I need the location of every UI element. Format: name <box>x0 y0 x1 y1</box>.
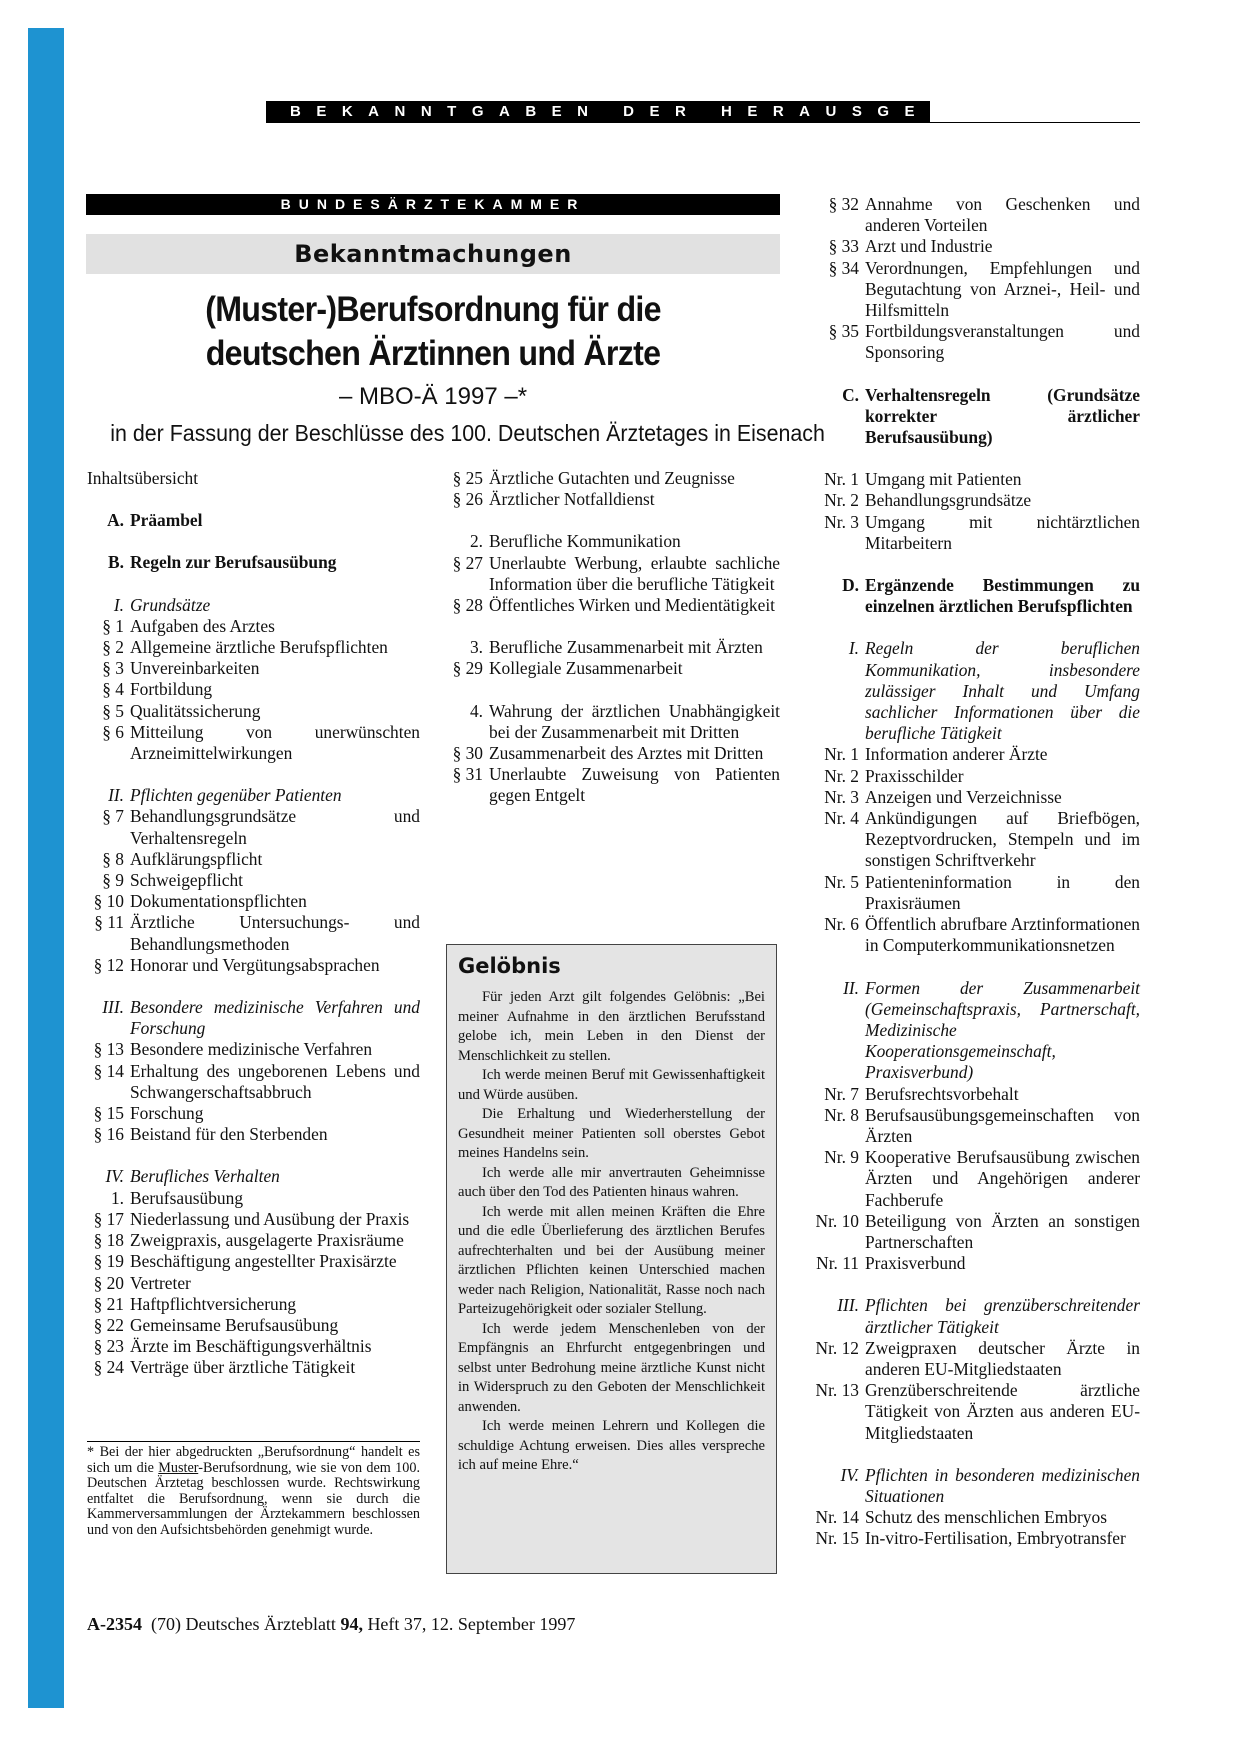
toc-section-d-iii: III. Pflichten bei grenzüberschreitender ärztlicher Tätigkeit <box>837 1295 1140 1337</box>
toc-item: Nr. 9 Kooperative Berufsausübung zwischen Ärzten und Angehörigen anderer Fachberufe <box>824 1147 1140 1210</box>
toc-item: § 5 Qualitätssicherung <box>102 700 261 721</box>
toc-item: Nr. 6 Öffentlich abrufbare Arztinformationen in Computerkommunikationsnetzen <box>824 914 1140 956</box>
toc-item: § 15 Forschung <box>93 1103 204 1124</box>
geloebnis-paragraph: Die Erhaltung und Wiederherstellung der Gesundheit meiner Patienten soll oberstes Gebot meines Handelns sein. <box>458 1106 765 1161</box>
toc-column-3 <box>807 194 1140 1550</box>
geloebnis-paragraph: Ich werde jedem Menschenleben von der Empfängnis an Ehrfurcht entgegenbringen und selbst unter Bedrohung meine ärztliche Kunst nicht in Widerspruch zu den Geboten der Menschlichkeit anwenden. <box>458 1320 765 1415</box>
toc-section-ii: II. Pflichten gegenüber Patienten <box>108 785 342 806</box>
geloebnis-paragraph: Für jeden Arzt gilt folgendes Gelöbnis: „Bei meiner Aufnahme in den ärztlichen Berufsstand gelobe ich, mein Leben in den Dienst der Menschlichkeit zu stellen. <box>458 989 765 1064</box>
organization-bar: BUNDESÄRZTEKAMMER <box>86 194 780 215</box>
toc-item: § 16 Beistand für den Sterbenden <box>93 1124 328 1145</box>
toc-item: Nr. 14 Schutz des menschlichen Embryos <box>815 1507 1107 1528</box>
geloebnis-paragraph: Ich werde alle mir anvertrauten Geheimnisse auch über den Tod des Patienten hinaus wahren. <box>458 1164 765 1200</box>
toc-item: § 6 Mitteilung von unerwünschten Arzneimittelwirkungen <box>102 721 420 764</box>
geloebnis-paragraph: Ich werde mit allen meinen Kräften die Ehre und die edle Überlieferung des ärztlichen Berufes aufrechterhalten und bei der Ausübung meiner ärztlichen Pflichten keinen Unterschied machen weder nach Religion, Nationalität, Rasse noch nach Parteizugehörigkeit oder sozialer Stellung. <box>458 1203 765 1317</box>
title-line-1: (Muster-)Berufsordnung für die <box>205 290 661 329</box>
toc-item: Nr. 3 Umgang mit nichtärztlichen Mitarbeitern <box>824 511 1140 553</box>
toc-item: Nr. 2 Behandlungsgrundsätze <box>824 490 1032 511</box>
toc-heading: Inhaltsübersicht <box>87 468 199 488</box>
toc-subsection: 1. Berufsausübung <box>110 1187 244 1208</box>
toc-item: § 20 Vertreter <box>93 1272 191 1293</box>
toc-section-d-iv: IV. Pflichten in besonderen medizinischen Situationen <box>840 1464 1140 1506</box>
toc-item: Nr. 11 Praxisverbund <box>816 1253 966 1274</box>
toc-item: § 13 Besondere medizinische Verfahren <box>93 1039 373 1060</box>
footnote: * Bei der hier abgedruckten „Berufsordnung“ handelt es sich um die Muster-Berufsordnung, wie sie von dem 100. Deutschen Ärztetag beschlossen wurde. Rechtswirkung entfaltet die Berufsordnung, wenn sie durch die Kammerversammlungen der Ärztekammern beschlossen und von den Aufsichtsbehörden genehmigt wurde. <box>87 1441 420 1538</box>
publisher-banner: BEKANNTGABEN DER HERAUSGEBER <box>266 101 930 122</box>
toc-item: § 25 Ärztliche Gutachten und Zeugnisse <box>452 468 735 488</box>
toc-item: § 32 Annahme von Geschenken und anderen Vorteilen <box>828 194 1140 236</box>
toc-item: § 17 Niederlassung und Ausübung der Praxis <box>93 1208 410 1229</box>
toc-section-iii: III. Besondere medizinische Verfahren und Forschung <box>102 997 420 1039</box>
toc-item: § 28 Öffentliches Wirken und Medientätigkeit <box>452 595 776 616</box>
geloebnis-paragraph: Ich werde meinen Beruf mit Gewissenhaftigkeit und Würde ausüben. <box>458 1067 765 1103</box>
toc-item: § 1 Aufgaben des Arztes <box>102 615 275 636</box>
sidebar-accent-stripe <box>28 28 64 1708</box>
toc-item: § 4 Fortbildung <box>102 679 213 700</box>
toc-item: § 10 Dokumentationspflichten <box>93 891 307 912</box>
toc-item: § 9 Schweigepflicht <box>102 870 244 891</box>
page-number: A-2354 <box>87 1614 142 1634</box>
toc-item: Nr. 3 Anzeigen und Verzeichnisse <box>824 786 1062 807</box>
toc-item: § 29 Kollegiale Zusammenarbeit <box>452 658 683 679</box>
toc-item: § 30 Zusammenarbeit des Arztes mit Dritten <box>452 743 764 764</box>
toc-item: § 26 Ärztlicher Notfalldienst <box>452 489 655 510</box>
toc-section-i: I. Grundsätze <box>113 594 211 615</box>
toc-section-d-i: I. Regeln der beruflichen Kommunikation, insbesondere zulässiger Inhalt und Umfang sachlicher Informationen über die berufliche Tätigkeit <box>848 638 1140 744</box>
toc-item: § 2 Allgemeine ärztliche Berufspflichten <box>102 637 388 658</box>
toc-subsection: 4. Wahrung der ärztlichen Unabhängigkeit bei der Zusammenarbeit mit Dritten <box>469 700 780 742</box>
toc-section-d-ii: II. Formen der Zusammenarbeit (Gemeinschaftspraxis, Partnerschaft, Medizinische Kooperationsgemeinschaft, Praxisverbund) <box>843 977 1140 1083</box>
toc-item: Nr. 5 Patienteninformation in den Praxisräumen <box>824 871 1140 913</box>
toc-item: § 18 Zweigpraxis, ausgelagerte Praxisräume <box>93 1230 404 1251</box>
toc-item: § 8 Aufklärungspflicht <box>102 848 263 869</box>
toc-column-1 <box>87 468 420 1379</box>
toc-item: Nr. 1 Umgang mit Patienten <box>824 469 1022 490</box>
toc-part-d: D. Ergänzende Bestimmungen zu einzelnen ärztlichen Berufspflichten <box>842 575 1140 617</box>
toc-subsection: 2. Berufliche Kommunikation <box>469 531 681 552</box>
header-rule <box>266 122 1140 123</box>
toc-item: Nr. 10 Beteiligung von Ärzten an sonstigen Partnerschaften <box>815 1210 1140 1252</box>
page-footer: A-2354 (70) Deutsches Ärzteblatt 94, Heft 37, 12. September 1997 <box>87 1614 576 1634</box>
document-version-note: in der Fassung der Beschlüsse des 100. Deutschen Ärztetages in Eisenach <box>110 420 825 446</box>
toc-item: § 22 Gemeinsame Berufsausübung <box>93 1314 339 1335</box>
toc-item: Nr. 13 Grenzüberschreitende ärztliche Tätigkeit von Ärzten aus anderen EU-Mitgliedstaaten <box>815 1380 1140 1443</box>
document-title <box>114 288 752 376</box>
toc-item: § 27 Unerlaubte Werbung, erlaubte sachliche Information über die berufliche Tätigkeit <box>452 552 780 594</box>
toc-item: § 14 Erhaltung des ungeborenen Lebens und Schwangerschaftsabbruch <box>93 1060 420 1102</box>
toc-item: § 35 Fortbildungsveranstaltungen und Sponsoring <box>828 321 1140 363</box>
geloebnis-title: Gelöbnis <box>458 954 561 978</box>
toc-item: Nr. 15 In-vitro-Fertilisation, Embryotransfer <box>815 1528 1126 1549</box>
geloebnis-box <box>446 944 777 1574</box>
toc-column-2 <box>446 468 780 807</box>
toc-part-c: C. Verhaltensregeln (Grundsätze korrekter ärztlicher Berufsausübung) <box>842 384 1140 448</box>
toc-item: § 33 Arzt und Industrie <box>828 236 993 257</box>
document-abbreviation: – MBO-Ä 1997 –* <box>338 383 528 410</box>
geloebnis-paragraph: Ich werde meinen Lehrern und Kollegen die schuldige Achtung erweisen. Dies alles verspreche ich auf meine Ehre.“ <box>458 1418 765 1473</box>
toc-item: § 12 Honorar und Vergütungsabsprachen <box>93 954 380 975</box>
toc-item: § 23 Ärzte im Beschäftigungsverhältnis <box>93 1336 372 1357</box>
toc-item: Nr. 12 Zweigpraxen deutscher Ärzte in anderen EU-Mitgliedstaaten <box>815 1337 1140 1379</box>
toc-subsection: 3. Berufliche Zusammenarbeit mit Ärzten <box>469 637 763 658</box>
toc-item: Nr. 8 Berufsausübungsgemeinschaften von Ärzten <box>824 1104 1140 1146</box>
toc-item: Nr. 4 Ankündigungen auf Briefbögen, Rezeptvordrucken, Stempeln und im sonstigen Schriftverkehr <box>824 808 1140 871</box>
toc-item: Nr. 7 Berufsrechtsvorbehalt <box>824 1083 1019 1104</box>
toc-item: § 34 Verordnungen, Empfehlungen und Begutachtung von Arznei-, Heil- und Hilfsmitteln <box>828 257 1140 321</box>
toc-item: § 31 Unerlaubte Zuweisung von Patienten gegen Entgelt <box>452 764 780 806</box>
toc-part-a: A. Präambel <box>107 510 203 531</box>
toc-item: § 3 Unvereinbarkeiten <box>102 658 260 679</box>
toc-item: § 7 Behandlungsgrundsätze und Verhaltensregeln <box>102 806 420 848</box>
toc-item: § 24 Verträge über ärztliche Tätigkeit <box>93 1357 356 1378</box>
toc-item: § 11 Ärztliche Untersuchungs- und Behandlungsmethoden <box>94 912 420 954</box>
toc-item: Nr. 1 Information anderer Ärzte <box>824 744 1048 765</box>
toc-item: § 21 Haftpflichtversicherung <box>93 1293 297 1314</box>
toc-section-iv: IV. Berufliches Verhalten <box>105 1166 280 1187</box>
toc-item: Nr. 2 Praxisschilder <box>824 765 964 786</box>
toc-part-b: B. Regeln zur Berufsausübung <box>108 552 337 573</box>
title-line-2: deutschen Ärztinnen und Ärzte <box>205 334 661 373</box>
toc-item: § 19 Beschäftigung angestellter Praxisärzte <box>93 1251 397 1272</box>
section-heading: Bekanntmachungen <box>86 234 780 274</box>
